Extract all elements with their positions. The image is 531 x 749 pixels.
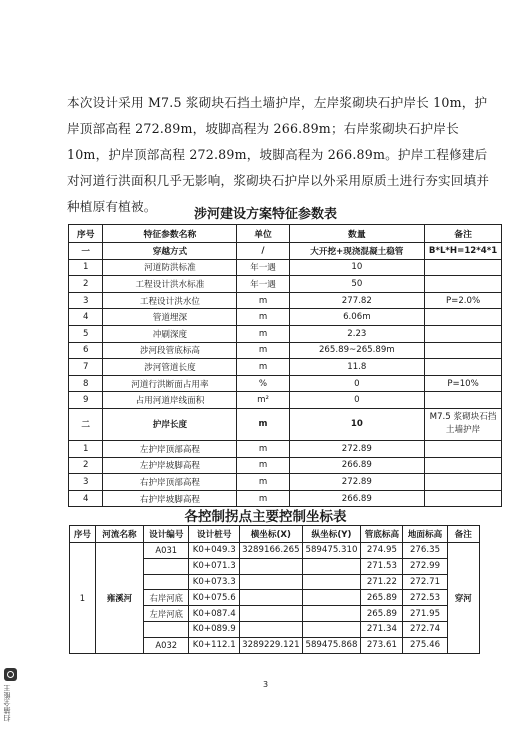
table-cell: 占用河道岸线面积 [103, 392, 237, 409]
table-cell [425, 325, 502, 342]
table-cell: 年一遇 [237, 259, 289, 276]
table-cell: 265.89 [361, 590, 403, 606]
table-cell: A032 [144, 637, 189, 653]
table-cell: 276.35 [403, 543, 447, 559]
table-cell [302, 606, 361, 622]
table1-header-cell: 备注 [425, 225, 502, 243]
table-cell: M7.5 浆砌块石挡土墙护岸 [425, 408, 502, 440]
table-cell: 8 [69, 375, 103, 392]
table-cell: 右护岸坡脚高程 [103, 490, 237, 507]
table2-header-cell: 河流名称 [95, 526, 143, 543]
table-cell: 6 [69, 342, 103, 359]
table-cell: 272.99 [403, 558, 447, 574]
river-name-cell: 雍溪河 [95, 543, 143, 654]
table-cell: K0+087.4 [189, 606, 240, 622]
table-row [69, 392, 502, 409]
table-cell: 275.46 [403, 637, 447, 653]
table-cell: 589475.868 [302, 637, 361, 653]
table-cell: 272.74 [403, 621, 447, 637]
table-cell [302, 574, 361, 590]
table-cell: 右岸河底 [144, 590, 189, 606]
table-cell [425, 259, 502, 276]
table-cell: B*L*H=12*4*1 [425, 243, 502, 260]
table-cell [425, 392, 502, 409]
table-row [69, 309, 502, 326]
table-row [69, 342, 502, 359]
table-cell: 左护岸坡脚高程 [103, 457, 237, 474]
table1-title: 涉河建设方案特征参数表 [193, 207, 337, 222]
table-cell [240, 606, 303, 622]
table-cell: 工程设计洪水位 [103, 292, 237, 309]
table-cell: 年一遇 [237, 276, 289, 293]
control-coordinate-table [69, 525, 480, 654]
table-cell [240, 621, 303, 637]
table-cell: 5 [69, 325, 103, 342]
table-cell [144, 621, 189, 637]
table-cell: 左护岸顶部高程 [103, 440, 237, 457]
table-cell: m [237, 325, 289, 342]
table-row [69, 440, 502, 457]
table-cell [425, 276, 502, 293]
table1-header-row [69, 225, 502, 243]
table-cell: 3289229.121 [240, 637, 303, 653]
table-cell [302, 621, 361, 637]
table-cell: 272.71 [403, 574, 447, 590]
table-cell: K0+112.1 [189, 637, 240, 653]
table-cell: 右护岸顶部高程 [103, 474, 237, 491]
table2-header-cell: 序号 [70, 526, 96, 543]
table-row [69, 243, 502, 260]
table-cell: 1 [69, 440, 103, 457]
table-cell: 涉河段管底标高 [103, 342, 237, 359]
table-cell: 冲刷深度 [103, 325, 237, 342]
table-cell [425, 474, 502, 491]
table-cell: 涉河管道长度 [103, 359, 237, 376]
table-cell: K0+071.3 [189, 558, 240, 574]
table-cell: 272.53 [403, 590, 447, 606]
table-cell: 2 [69, 276, 103, 293]
table-cell: 266.89 [289, 490, 425, 507]
table-cell: 二 [69, 408, 103, 440]
table-cell: 护岸长度 [103, 408, 237, 440]
scanner-app-logo-icon [4, 668, 17, 681]
table-cell: 1 [69, 259, 103, 276]
table-cell [144, 558, 189, 574]
table-cell: 277.82 [289, 292, 425, 309]
table-cell: 工程设计洪水标准 [103, 276, 237, 293]
table-row [69, 259, 502, 276]
table-cell: 11.8 [289, 359, 425, 376]
table-cell: m [237, 359, 289, 376]
table-cell: m² [237, 392, 289, 409]
table2-header-cell: 管底标高 [361, 526, 403, 543]
table-cell: 589475.310 [302, 543, 361, 559]
table-cell: 273.61 [361, 637, 403, 653]
table-cell: 左岸河底 [144, 606, 189, 622]
table-cell: 272.89 [289, 474, 425, 491]
table-cell: 265.89 [361, 606, 403, 622]
table-cell: 265.89~265.89m [289, 342, 425, 359]
table-cell [425, 457, 502, 474]
table-cell: 266.89 [289, 457, 425, 474]
table-cell: 0 [289, 392, 425, 409]
table-cell: 4 [69, 309, 103, 326]
table-cell: m [237, 457, 289, 474]
table-cell: 7 [69, 359, 103, 376]
table-cell: 10 [289, 259, 425, 276]
table-row [69, 375, 502, 392]
table-cell [425, 359, 502, 376]
feature-parameter-table [68, 224, 502, 507]
table-cell: 274.95 [361, 543, 403, 559]
table-cell: 6.06m [289, 309, 425, 326]
table-cell [302, 590, 361, 606]
table2-header-cell: 地面标高 [403, 526, 447, 543]
table1-header-cell: 特征参数名称 [103, 225, 237, 243]
table-cell: P=10% [425, 375, 502, 392]
table2-header-cell: 备注 [447, 526, 479, 543]
table-cell: K0+049.3 [189, 543, 240, 559]
table-cell: m [237, 490, 289, 507]
watermark-text: 扫描全能王 [3, 684, 11, 722]
table-cell: 2.23 [289, 325, 425, 342]
table-cell: m [237, 292, 289, 309]
table-cell: 4 [69, 490, 103, 507]
table-cell: 271.22 [361, 574, 403, 590]
table-cell: 一 [69, 243, 103, 260]
table-cell: K0+075.6 [189, 590, 240, 606]
table-row [69, 359, 502, 376]
table1-header-cell: 数量 [289, 225, 425, 243]
table-cell: m [237, 440, 289, 457]
table1-header-cell: 单位 [237, 225, 289, 243]
table-cell: / [237, 243, 289, 260]
table-cell: 大开挖+现浇混凝土稳管 [289, 243, 425, 260]
table-row [69, 292, 502, 309]
table-cell [425, 309, 502, 326]
table-cell: 3 [69, 292, 103, 309]
table1-header-cell: 序号 [69, 225, 103, 243]
table-cell [240, 558, 303, 574]
table-cell: m [237, 342, 289, 359]
table-row [69, 276, 502, 293]
scanner-watermark [3, 668, 19, 742]
table-cell: 管道埋深 [103, 309, 237, 326]
table-cell: K0+089.9 [189, 621, 240, 637]
table2-header-row [70, 526, 480, 543]
table-cell: % [237, 375, 289, 392]
table-row [69, 457, 502, 474]
page-number: 3 [262, 680, 269, 689]
table-cell [144, 574, 189, 590]
seq-cell: 1 [70, 543, 96, 654]
table-cell: 3289166.265 [240, 543, 303, 559]
table-cell: A031 [144, 543, 189, 559]
table2-header-cell: 横坐标(X) [240, 526, 303, 543]
table-row [69, 474, 502, 491]
table-cell: 271.53 [361, 558, 403, 574]
table-cell: 0 [289, 375, 425, 392]
table-cell [425, 440, 502, 457]
table-row [70, 543, 480, 559]
table-cell: 50 [289, 276, 425, 293]
table-cell: 9 [69, 392, 103, 409]
table-cell [425, 342, 502, 359]
table-cell: 10 [289, 408, 425, 440]
table-cell: K0+073.3 [189, 574, 240, 590]
table-cell [302, 558, 361, 574]
table-row [69, 325, 502, 342]
table2-header-cell: 设计桩号 [189, 526, 240, 543]
table-cell: m [237, 474, 289, 491]
table2-title: 各控制拐点主要控制坐标表 [184, 509, 347, 525]
body-paragraph: 本次设计采用 M7.5 浆砌块石挡土墙护岸，左岸浆砌块石护岸长 10m，护岸顶部高程 272.89m，坡脚高程为 266.89m；右岸浆砌块石护岸长 10m，护岸顶部高程 272.89m，坡脚高程为 266.89m。护岸工程修建后对河道行洪面积几乎无影响，浆砌块石护岸以外采用原质土进行夯实回填并种植原有植被。 [67, 95, 490, 214]
table-cell: 河道防洪标准 [103, 259, 237, 276]
table-cell: m [237, 408, 289, 440]
table-cell: P=2.0% [425, 292, 502, 309]
table-cell [240, 574, 303, 590]
table-cell: 3 [69, 474, 103, 491]
table-row [69, 408, 502, 440]
table2-header-cell: 设计编号 [144, 526, 189, 543]
table-cell: 271.95 [403, 606, 447, 622]
table-cell: 2 [69, 457, 103, 474]
table-cell: m [237, 309, 289, 326]
remark-cell: 穿河 [447, 543, 479, 654]
table-cell: 穿越方式 [103, 243, 237, 260]
table2-header-cell: 纵坐标(Y) [302, 526, 361, 543]
table-cell: 河道行洪断面占用率 [103, 375, 237, 392]
table-cell: 271.34 [361, 621, 403, 637]
table-cell: 272.89 [289, 440, 425, 457]
table-cell [240, 590, 303, 606]
